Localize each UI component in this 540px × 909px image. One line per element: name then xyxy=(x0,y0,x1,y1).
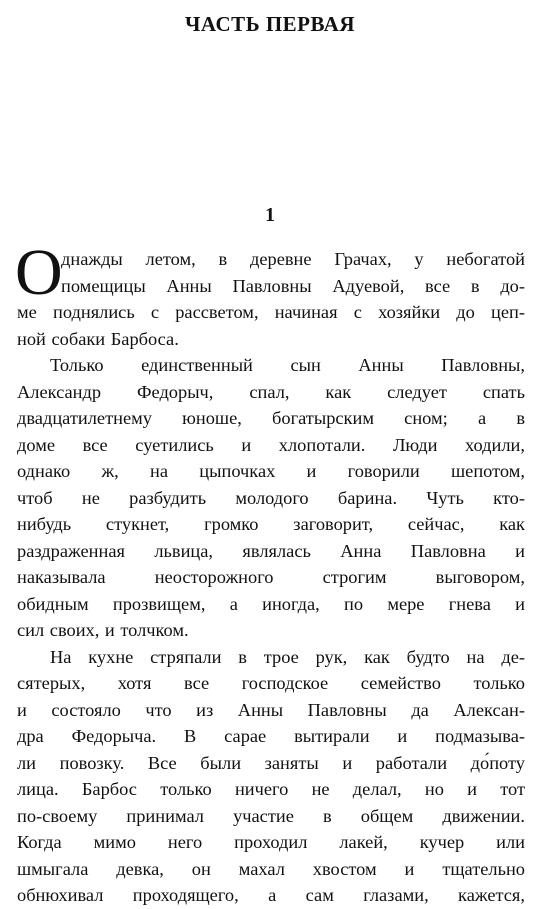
text-line: дра Федорыча. В сарае вытирали и подмазыва- xyxy=(17,726,525,746)
paragraph-3 xyxy=(17,644,525,909)
text-line: Александр Федорыч, спал, как следует спать xyxy=(17,381,525,402)
text-line: однако ж, на цыпочках и говорили шепотом, xyxy=(17,461,525,481)
text-line: Только единственный сын Анны Павловны, xyxy=(50,355,525,375)
text-line: помещицы Анны Павловны Адуевой, все в до- xyxy=(61,275,525,296)
text-line: ме поднялись с рассветом, начиная с хозяйки до цеп- xyxy=(17,302,525,322)
text-line: по-своему принимал участие в общем движении. xyxy=(17,805,525,826)
text-line: обидным прозвищем, а иногда, по мере гнева и xyxy=(17,593,525,614)
text-line: двадцатилетнему юноше, богатырским сном; а в xyxy=(17,408,525,428)
text-line: шмыгала девка, он махал хвостом и тщательно xyxy=(17,858,525,879)
text-line: наказывала неосторожного строгим выговором, xyxy=(17,567,525,587)
text-line: Когда мимо него проходил лакей, кучер или xyxy=(17,832,525,852)
body-text xyxy=(15,236,525,909)
text-line: сятерых, хотя все господское семейство только xyxy=(17,673,525,693)
text-line: днажды летом, в деревне Грачах, у небогатой xyxy=(61,249,525,269)
text-line: лица. Барбос только ничего не делал, но и тот xyxy=(17,779,525,799)
text-line: обнюхивал проходящего, а сам глазами, кажется, xyxy=(17,885,525,905)
text-line: ной собаки Барбоса. xyxy=(17,328,179,349)
part-title: ЧАСТЬ ПЕРВАЯ xyxy=(184,12,356,36)
chapter-number: 1 xyxy=(265,204,275,226)
paragraph-2 xyxy=(17,352,525,644)
text-line: ли повозку. Все были заняты и работали до́поту xyxy=(17,752,525,773)
drop-cap: О xyxy=(15,236,63,309)
text-line: и состояло что из Анны Павловны да Алексан- xyxy=(17,699,525,720)
paragraph-1 xyxy=(15,236,525,352)
text-line: чтоб не разбудить молодого барина. Чуть кто- xyxy=(17,487,525,508)
text-line: сил своих, и толчком. xyxy=(17,620,189,640)
text-line: раздраженная львица, являлась Анна Павловна и xyxy=(17,540,525,561)
text-line: На кухне стряпали в трое рук, как будто на де- xyxy=(50,646,525,667)
text-line: доме все суетились и хлопотали. Люди ходили, xyxy=(17,434,525,455)
text-line: нибудь стукнет, громко заговорит, сейчас, как xyxy=(17,514,525,534)
